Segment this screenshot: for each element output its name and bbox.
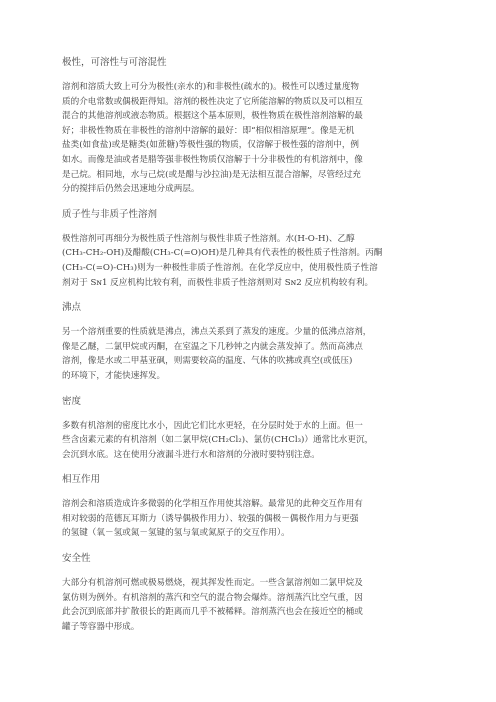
text-line: 多数有机溶剂的密度比水小，因此它们比水更轻，在分层时处于水的上面。但一 xyxy=(62,420,363,431)
text-line: 溶剂，像是水或二甲基亚砜，则需要较高的温度、气体的吹拂或真空(或低压) xyxy=(62,356,353,367)
section-paragraph xyxy=(62,497,438,541)
section-heading: 质子性与非质子性溶剂 xyxy=(62,208,158,220)
section-paragraph xyxy=(62,80,438,197)
section-safety xyxy=(62,552,438,634)
text-line: 的氢键（氧－氢或氮－氢键的氢与氧或氮原子的交互作用）。 xyxy=(62,528,290,539)
section-paragraph xyxy=(62,325,438,383)
section-paragraph xyxy=(62,232,438,290)
text-line: 好；非极性物质在非极性的溶剂中溶解的最好：即“相似相溶原理”。像是无机 xyxy=(62,125,355,136)
section-heading: 极性，可溶性与可溶混性 xyxy=(62,57,167,68)
text-line: 此会沉到底部并扩散很长的距离而几乎不被稀释。溶剂蒸汽也会在接近空的桶或 xyxy=(62,607,363,618)
text-line: 如水。而像是油或者是腊等强非极性物质仅溶解于十分非极性的有机溶剂中，像 xyxy=(62,154,363,165)
text-line: 盐类(如食盐)或是糖类(如蔗糖)等极性强的物质，仅溶解于极性强的溶剂中，例 xyxy=(62,140,360,151)
section-protic xyxy=(62,208,438,290)
text-line: 剂对于 Sɴ1 反应机构比较有利，而极性非质子性溶剂则对 Sɴ2 反应机构较有利。 xyxy=(62,277,374,288)
section-polarity xyxy=(62,56,438,197)
section-heading: 安全性 xyxy=(62,553,91,565)
text-line: 极性溶剂可再细分为极性质子性溶剂与极性非质子性溶剂。水(H-O-H)、乙醇 xyxy=(62,233,355,244)
section-paragraph xyxy=(62,419,438,463)
section-heading: 沸点 xyxy=(62,302,82,314)
text-line: 相对较弱的范德瓦耳斯力（诱导偶极作用力）、较强的偶极－偶极作用力与更强 xyxy=(62,513,359,524)
text-line: 是己烷。相同地，水与己烷(或是醋与沙拉油)是无法相互混合溶解，尽管经过充 xyxy=(62,169,361,180)
section-heading: 相互作用 xyxy=(62,474,101,486)
text-line: 分的搅拌后仍然会迅速地分成两层。 xyxy=(62,184,200,195)
text-line: 溶剂和溶质大致上可分为极性(亲水的)和非极性(疏水的)。极性可以透过量度物 xyxy=(62,82,360,92)
text-line: 大部分有机溶剂可燃或极易燃烧，视其挥发性而定。一些含氯溶剂如二氯甲烷及 xyxy=(62,578,363,589)
text-line: 溶剂会和溶质造成许多微弱的化学相互作用使其溶解。最常见的此种交互作用有 xyxy=(62,499,363,510)
text-line: 像是乙醚，二氯甲烷或丙酮，在室温之下几秒钟之内就会蒸发掉了。然而高沸点 xyxy=(62,341,363,352)
text-line: 另一个溶剂重要的性质就是沸点，沸点关系到了蒸发的速度。少量的低沸点溶剂， xyxy=(62,327,372,338)
section-paragraph xyxy=(62,576,438,634)
document-page xyxy=(62,56,438,645)
text-line: 罐子等容器中形成。 xyxy=(62,621,140,632)
text-line: (CH₃-CH₂-OH)及醋酸(CH₃-C(=O)OH)是几种具有代表性的极性质子性溶剂。丙酮 xyxy=(62,248,383,259)
text-line: 质的介电常数或偶极距得知。溶剂的极性决定了它所能溶解的物质以及可以相互 xyxy=(62,96,363,107)
section-boiling-point xyxy=(62,301,438,383)
text-line: 混合的其他溶剂或液态物质。根据这个基本原则，极性物质在极性溶剂溶解的最 xyxy=(62,111,363,122)
text-line: (CH₃-C(=O)-CH₃)则为一种极性非质子性溶剂。在化学反应中，使用极性质子性溶 xyxy=(62,262,378,273)
text-line: 氯仿则为例外。有机溶剂的蒸汽和空气的混合物会爆炸。溶剂蒸汽比空气重，因 xyxy=(62,592,363,603)
text-line: 会沉到水底。这在使用分液漏斗进行水和溶剂的分液时要特别注意。 xyxy=(62,449,320,460)
text-line: 些含卤素元素的有机溶剂（如二氯甲烷(CH₂Cl₂)、氯仿(CHCl₃)）通常比水更沉， xyxy=(62,435,374,446)
text-line: 的环境下，才能快速挥发。 xyxy=(62,370,166,381)
section-heading: 密度 xyxy=(62,395,82,407)
section-density xyxy=(62,395,438,463)
section-interaction xyxy=(62,473,438,541)
